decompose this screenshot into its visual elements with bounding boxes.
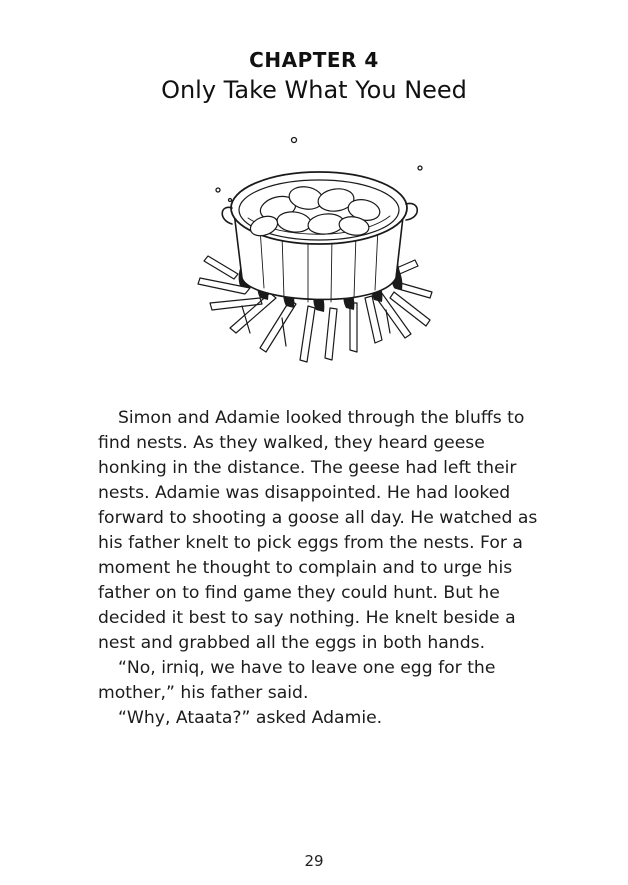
paragraph: “Why, Ataata?” asked Adamie. (118, 708, 383, 728)
pot-of-eggs-over-fire-icon (190, 128, 440, 378)
page-number: 29 (304, 852, 324, 870)
chapter-title: Only Take What You Need (161, 76, 467, 104)
paragraph: Simon and Adamie looked through the bluffs to find nests. As they walked, they heard geese honking in the distance. The geese had left their nests. Adamie was disappointed. He had looked forward to shooting a goose all day. He watched as his father knelt to pick eggs from the nests. For a moment he thought to complain and to urge his father on to find game they could hunt. But he decided it best to say nothing. He knelt beside a nest and grabbed all the eggs in both hands. (98, 408, 538, 653)
chapter-body (98, 406, 538, 731)
paragraph: “No, irniq, we have to leave one egg for the mother,” his father said. (98, 658, 496, 703)
chapter-label: CHAPTER 4 (249, 48, 379, 72)
